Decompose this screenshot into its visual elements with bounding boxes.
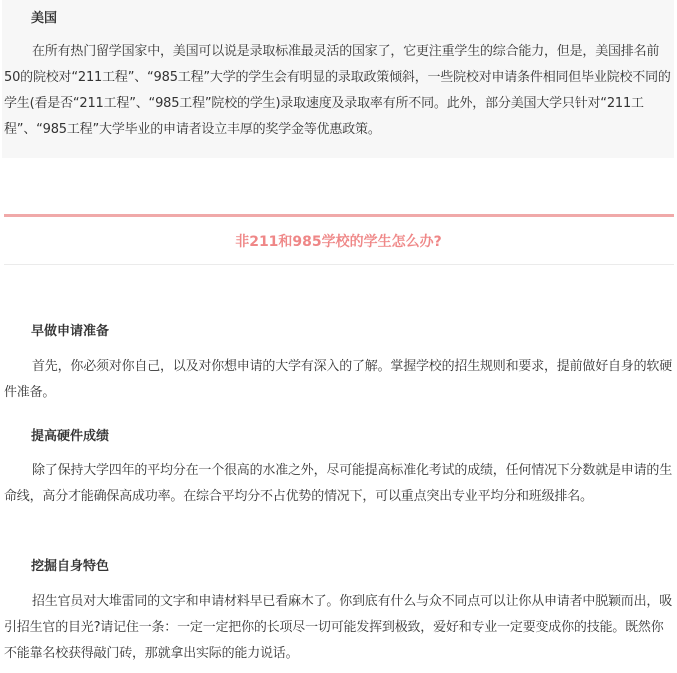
section-divider-thin: [4, 264, 674, 265]
item-paragraph-own-features: 招生官员对大堆雷同的文字和申请材料早已看麻木了。你到底有什么与众不同点可以让你从申请者中脱颖而出，吸引招生官的目光?请记住一条：一定一定把你的长项尽一切可能发挥到极致，爱好和专业一定要变成你的技能。既然你不能靠名校获得敲门砖，那就拿出实际的能力说话。: [4, 594, 673, 661]
section-divider-accent: [4, 214, 674, 217]
item-heading-own-features: 挖掘自身特色: [31, 559, 110, 574]
usa-paragraph: 在所有热门留学国家中，美国可以说是录取标准最灵活的国家了，它更注重学生的综合能力，但是，美国排名前50的院校对“211工程”、“985工程”大学的学生会有明显的录取政策倾斜，一些院校对申请条件相同但毕业院校不同的学生(看是否“211工程”、“985工程”院校的学生)录取速度及录取率有所不同。此外，部分美国大学只针对“211工程”、“985工程”大学毕业的申请者设立丰厚的奖学金等优惠政策。: [4, 44, 671, 137]
item-heading-improve-scores: 提高硬件成绩: [31, 429, 110, 444]
usa-heading: 美国: [31, 11, 58, 26]
item-heading-apply-early: 早做申请准备: [31, 324, 110, 339]
section-title: 非211和985学校的学生怎么办?: [235, 234, 442, 250]
item-paragraph-apply-early: 首先，你必须对你自己，以及对你想申请的大学有深入的了解。掌握学校的招生规则和要求，提前做好自身的软硬件准备。: [4, 359, 673, 400]
item-paragraph-improve-scores: 除了保持大学四年的平均分在一个很高的水准之外，尽可能提高标准化考试的成绩，任何情况下分数就是申请的生命线，高分才能确保高成功率。在综合平均分不占优势的情况下，可以重点突出专业平均分和班级排名。: [4, 463, 673, 504]
